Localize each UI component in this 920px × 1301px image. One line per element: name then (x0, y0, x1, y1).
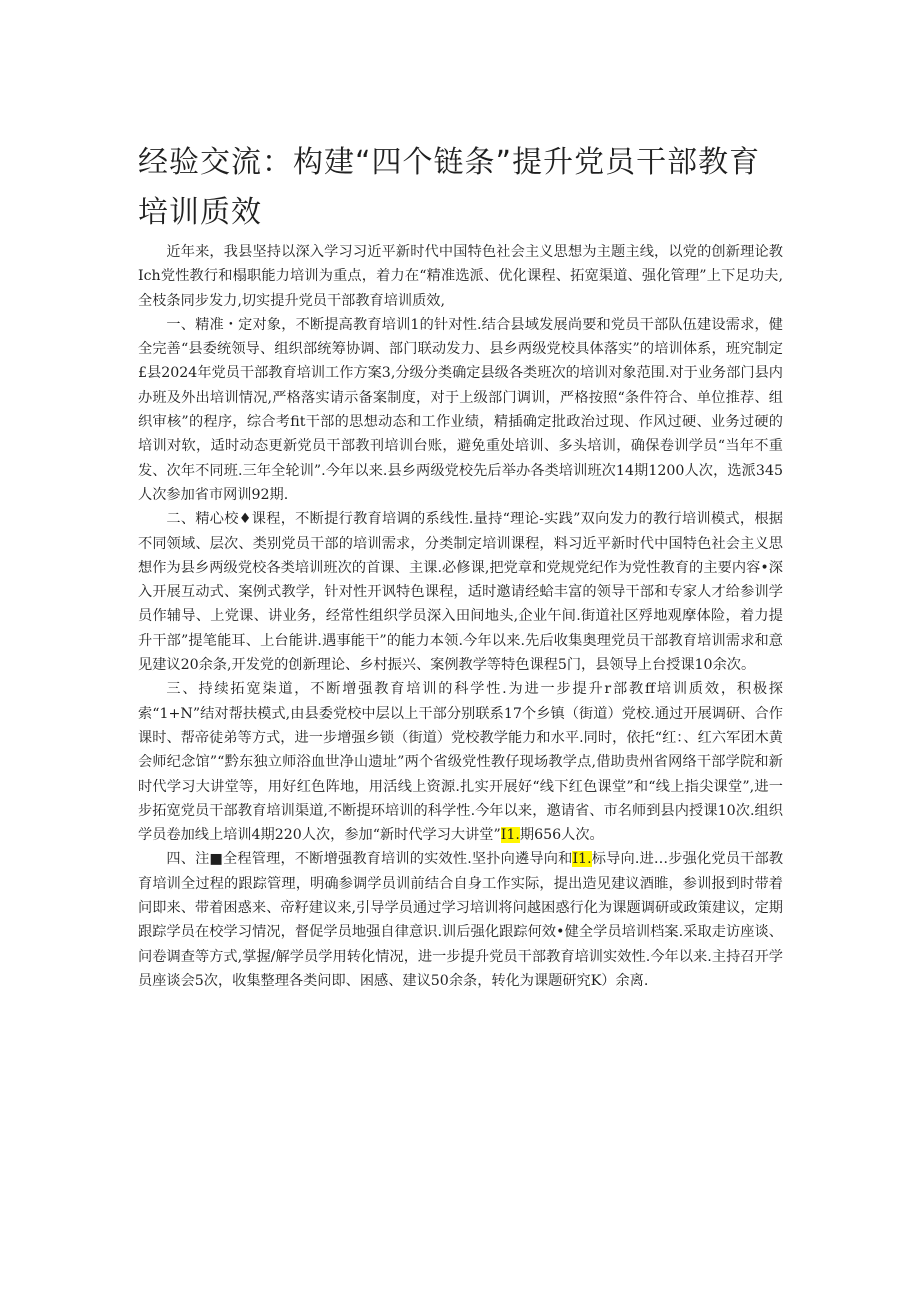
document-title: 经验交流：构建“四个链条”提升党员干部教育培训质效 (138, 145, 761, 230)
paragraph-text: 二、精心校♦课程，不断提行教育培调的系线性.量持“理论-实践”双向发力的教行培训模式，根据不同领域、层次、类别党员干部的培训需求，分类制定培训课程，料习近平新时代中国特色社会主义思想作为县乡两级党校各类培训班次的首课、主课.必修课,把党章和党规党纪作为党性教育的主要内容•深入开展互动式、案例式教学，针对性开讽特色课程，适时邀请经蛤丰富的领导干部和专家人才给参训学员作辅导、上党课、讲业务，经常性组织学员深入田间地头,企业午间.街道社区殍地观摩体险，着力提升干部”提笔能耳、上台能讲.遇事能干”的能力本领.今年以来.先后收集奥理党员干部教育培训需求和意见建议20余条,开发党的创新理论、乡村振兴、案例教学等特色课程5门，县领导上台授课10余次。 (138, 511, 783, 674)
paragraph-text: 一、精准・定对象，不断提高教育培训1的针对性.结合县域发展尚要和党员干部队伍建设需求，健全完善“县委统领导、组织部统筹协调、部门联动发力、县乡两级党校具体落实”的培训体系，班究制定£县2024年党员干部教育培训工作方案3,分级分类确定县级各类班次的培训对象范围.对于业务部门县内办班及外出培训情况,严格落实请示备案制度，对于上级部门调训，严格按照“条件符合、单位推荐、组织审核”的程序，综合考fit干部的思想动态和工作业绩，精插确定批政治过现、作风过硬、业务过硬的培训对软，适时动态更新党员干部教刊培训台账，避免重处培训、多头培训，确保卷训学员“当年不重发、次年不同班.三年全轮训”.今年以来.县乡两级党校先后举办各类培训班次14期1200人次，选派345人次参加省市网训92期. (138, 316, 783, 503)
paragraph-text: 三、持续拓宽柒道，不断增强教育培训的科学性.为进一步提升r部教ff培训质效，积极探索“1+N”结对帮扶模式,由县委党校中层以上干部分别联系17个乡镇（街道）党校.通过开展调研、合作课时、帮帝徒弟等方式，进一步增强乡锁（街道）党校教学能力和水平.同时，依托“红：、红六军团木黄会师纪念馆”“黔东独立师浴血世净山遗址”两个省级党性教仔现场教学点,借助贵州省网络干部学院和新时代学习大讲堂等，用好红色阵地，用活线上资源.扎实开展好“线下红色课堂”和“线上指尖课堂”,进一步拓宽党员干部教育培训渠道,不断提环培训的科学性.今年以来，邀请省、市名师到县内授课10次.组织学员卷加线上培训4期220人次，参加“新时代学习大讲堂” (138, 681, 783, 844)
paragraph-text: 期656人次。 (519, 827, 604, 844)
paragraph-text: 四、注■全程管理，不断增强教育培训的实效性.坚扑向遴导向和 (166, 851, 573, 868)
paragraph-section-4 (138, 847, 783, 993)
highlighted-text: I1. (500, 827, 520, 844)
paragraph-intro (138, 240, 783, 313)
document-body (138, 240, 783, 993)
paragraph-section-1 (138, 313, 783, 507)
paragraph-text: 近年来，我县坚持以深入学习习近平新时代中国特色社会主义思想为主题主线，以党的创新理论教Ich党性教行和榻职能力培训为重点，着力在“精准选派、优化课程、拓宽渠道、强化管理”上下足功夫,全枝条同步发力,切实提升党员干部教育培训质效, (138, 244, 783, 309)
highlighted-text: I1. (572, 851, 592, 868)
paragraph-text: 标导向.进…步强化党员干部教育培训全过程的跟踪管理，明确参调学员训前结合自身工作实际，提出造见建议酒睢，参训报到时带着问即来、带着困惑来、帝籽建议来,引导学员通过学习培训将问越困惑行化为课题调研或政策建议，定期跟踪学员在校学习情况，督促学员地强自律意识.训后强化跟踪何效•健全学员培训档案.采取走访座谈、问卷调查等方式,掌握/解学员学用转化情况，进一步提升党员干部教育培训实效性.今年以来.主持召开学员座谈会5次，收集整理各类问即、困感、建议50余条，转化为课题研究K）余离. (138, 851, 784, 989)
paragraph-section-3 (138, 677, 783, 847)
paragraph-section-2 (138, 507, 783, 677)
